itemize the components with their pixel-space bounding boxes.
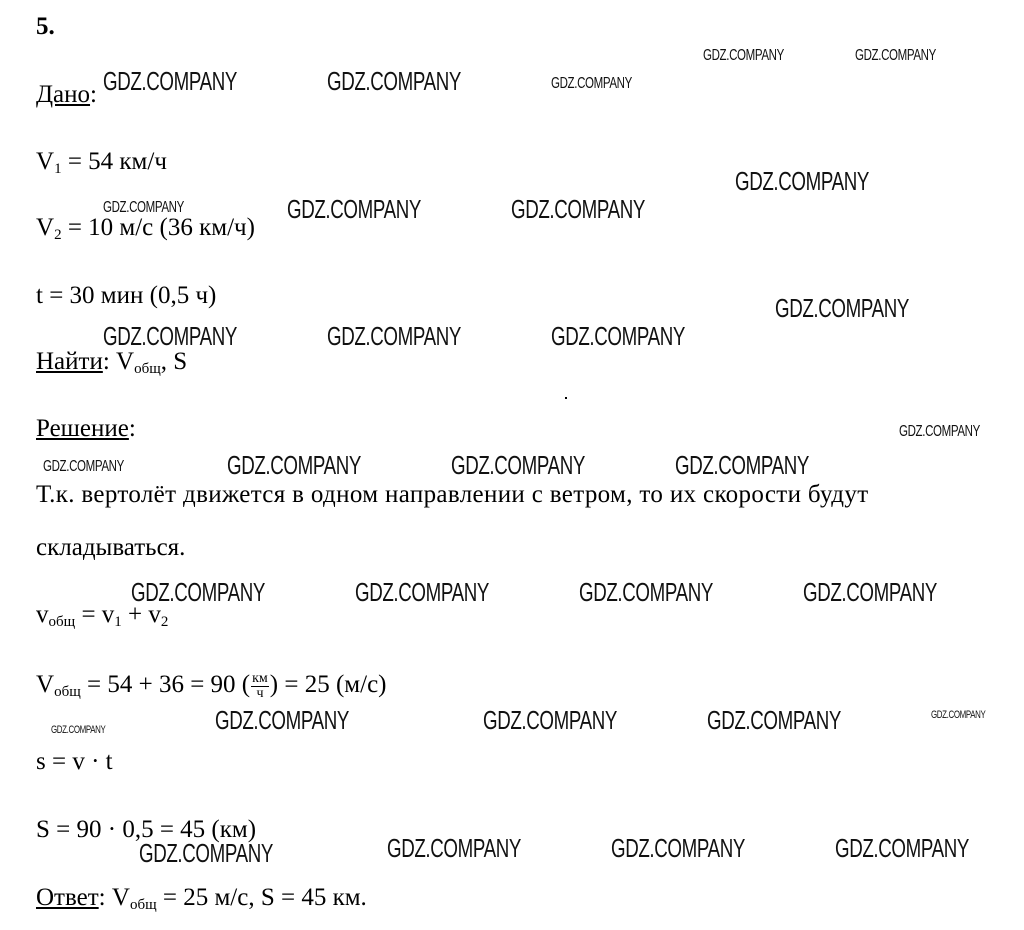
watermark: GDZ.COMPANY: [855, 47, 936, 64]
watermark: GDZ.COMPANY: [103, 66, 238, 96]
solution-text-1: Т.к. вертолёт движется в одном направлении с ветром, то их скорости будут: [36, 481, 869, 508]
answer-line: [36, 883, 367, 920]
solution-label: Решение: [36, 415, 129, 442]
watermark: GDZ.COMPANY: [327, 321, 462, 351]
stray-dot: [565, 397, 567, 399]
watermark: GDZ.COMPANY: [675, 450, 810, 480]
watermark: GDZ.COMPANY: [735, 166, 870, 196]
watermark: GDZ.COMPANY: [387, 833, 522, 863]
watermark: GDZ.COMPANY: [551, 75, 632, 92]
watermark: GDZ.COMPANY: [287, 194, 422, 224]
v2-var: V: [36, 214, 55, 241]
solution-text-2: складываться.: [36, 534, 186, 561]
v2-rest: = 10 м/с (36 км/ч): [61, 214, 255, 241]
find-colon: :: [102, 348, 117, 375]
f2-sub: общ: [54, 684, 81, 700]
find-sub: общ: [134, 361, 161, 377]
find-var: V: [116, 348, 135, 375]
find-label: Найти: [36, 348, 103, 375]
watermark: GDZ.COMPANY: [835, 833, 970, 863]
formula-calc: [36, 670, 386, 707]
watermark: GDZ.COMPANY: [355, 577, 490, 607]
watermark: GDZ.COMPANY: [703, 47, 784, 64]
watermark: GDZ.COMPANY: [43, 458, 124, 475]
answer-colon: :: [98, 884, 112, 911]
watermark: GDZ.COMPANY: [707, 705, 842, 735]
find-rest: , S: [160, 348, 188, 375]
formula-distance-calc: S = 90 · 0,5 = 45 (км): [36, 816, 257, 843]
given-v2: [36, 213, 255, 250]
v1-var: V: [36, 148, 55, 175]
watermark: GDZ.COMPANY: [51, 724, 106, 736]
given-label: Дано: [36, 81, 91, 108]
f2-var: V: [36, 671, 55, 698]
kmh-fraction: [251, 672, 269, 701]
v2-sub: 2: [54, 227, 62, 243]
watermark: GDZ.COMPANY: [215, 705, 350, 735]
given-colon: :: [90, 81, 97, 108]
watermark: GDZ.COMPANY: [103, 321, 238, 351]
watermark: GDZ.COMPANY: [511, 194, 646, 224]
task-number: 5.: [36, 13, 55, 40]
f1-sub: общ: [48, 614, 76, 630]
watermark: GDZ.COMPANY: [899, 423, 980, 440]
f1-rest: = v: [75, 601, 115, 628]
solution-colon: :: [128, 415, 136, 442]
f1-sub2: 1: [114, 614, 122, 630]
f2-end: ) = 25 (м/с): [269, 671, 387, 698]
answer-var: V: [111, 884, 130, 911]
frac-den: ч: [256, 685, 264, 701]
v1-sub: 1: [54, 161, 62, 177]
watermark: GDZ.COMPANY: [611, 833, 746, 863]
f1-plus: + v: [121, 601, 161, 628]
watermark: GDZ.COMPANY: [103, 199, 184, 216]
watermark: GDZ.COMPANY: [803, 577, 938, 607]
watermark: GDZ.COMPANY: [131, 577, 266, 607]
v1-rest: = 54 км/ч: [61, 148, 167, 175]
given-v1: [36, 147, 167, 184]
watermark: GDZ.COMPANY: [451, 450, 586, 480]
given-heading: [36, 80, 97, 110]
solution-heading: [36, 414, 136, 444]
watermark: GDZ.COMPANY: [327, 66, 462, 96]
answer-rest: = 25 м/с, S = 45 км.: [156, 884, 367, 911]
watermark: GDZ.COMPANY: [931, 709, 986, 721]
f1-var: v: [36, 601, 49, 628]
watermark: GDZ.COMPANY: [139, 838, 274, 868]
watermark: GDZ.COMPANY: [483, 705, 618, 735]
answer-label: Ответ: [36, 884, 99, 911]
watermark: GDZ.COMPANY: [227, 450, 362, 480]
watermark: GDZ.COMPANY: [551, 321, 686, 351]
answer-sub: общ: [129, 897, 157, 913]
watermark: GDZ.COMPANY: [579, 577, 714, 607]
f2-mid: = 54 + 36 = 90 (: [80, 671, 251, 698]
formula-distance: s = v · t: [36, 748, 113, 775]
f1-sub3: 2: [160, 614, 169, 630]
find-line: [36, 347, 187, 384]
given-t: t = 30 мин (0,5 ч): [36, 282, 217, 309]
frac-num: км: [252, 670, 268, 686]
watermark: GDZ.COMPANY: [775, 293, 910, 323]
